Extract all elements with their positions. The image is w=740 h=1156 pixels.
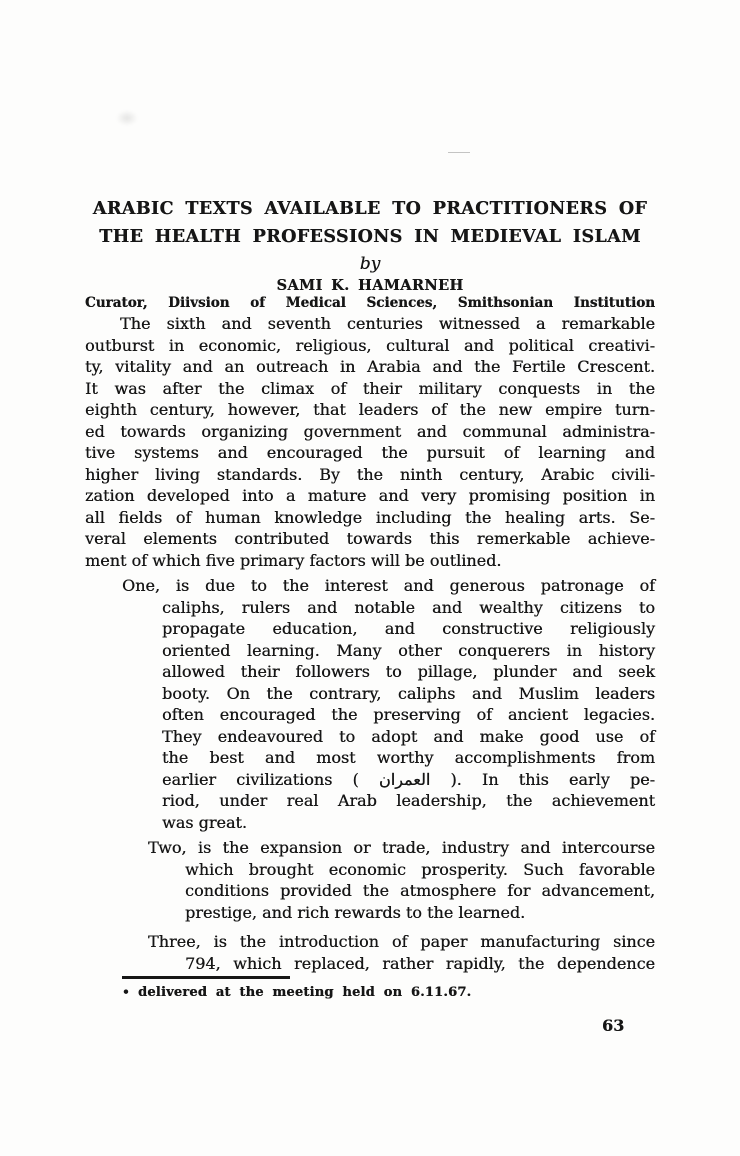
article-title-line-1: ARABIC TEXTS AVAILABLE TO PRACTITIONERS OF <box>92 199 648 219</box>
article-header <box>85 195 655 312</box>
scan-artifact <box>448 152 470 153</box>
text-line: eighth century, however, that leaders of the new empire turn- <box>85 400 655 419</box>
text-line: They endeavoured to adopt and make good use of <box>162 726 655 746</box>
text-line: Two, is the expansion or trade, industry and intercourse <box>148 838 655 857</box>
footnote <box>122 976 562 1000</box>
text-line: earlier civilizations ( العمران ). In this early pe- <box>162 769 656 789</box>
list-item-two <box>85 837 655 923</box>
author-affiliation: Curator, Diivsion of Medical Sciences, Smithsonian Institution <box>85 295 655 311</box>
text-line: booty. On the contrary, caliphs and Muslim leaders <box>162 683 655 703</box>
text-line: was great. <box>162 812 247 832</box>
page-number: 63 <box>602 1016 625 1035</box>
text-line: allowed their followers to pillage, plunder and seek <box>162 662 655 681</box>
text-line: caliphs, rulers and notable and wealthy citizens to <box>162 597 655 617</box>
text-line: often encouraged the preserving of ancient legacies. <box>162 705 655 724</box>
byline: by <box>359 254 381 274</box>
text-line: One, is due to the interest and generous patronage of <box>122 576 655 595</box>
scan-smudge <box>116 110 138 126</box>
footnote-marker: • <box>122 985 130 999</box>
text-line: 794, which replaced, rather rapidly, the dependence <box>185 953 655 973</box>
text-line: propagate education, and constructive religiously <box>162 619 655 638</box>
footnote-rule <box>122 976 290 979</box>
text-line: veral elements contributed towards this remerkable achieve- <box>85 529 655 548</box>
text-line: higher living standards. By the ninth century, Arabic civili- <box>85 464 655 484</box>
intro-paragraph <box>85 313 655 571</box>
text-line: zation developed into a mature and very promising position in <box>85 486 655 505</box>
article-title-line-2: THE HEALTH PROFESSIONS IN MEDIEVAL ISLAM <box>99 227 641 247</box>
text-line: oriented learning. Many other conquerers in history <box>162 640 655 660</box>
text-line: riod, under real Arab leadership, the achievement <box>162 791 655 810</box>
text-line: outburst in economic, religious, cultural and political creativi- <box>85 335 655 355</box>
text-line: ment of which five primary factors will be outlined. <box>85 550 502 570</box>
text-line: conditions provided the atmosphere for advancement, <box>185 881 655 900</box>
text-line: Three, is the introduction of paper manufacturing since <box>148 932 655 951</box>
text-line: which brought economic prosperity. Such favorable <box>185 859 655 879</box>
text-line: all fields of human knowledge including the healing arts. Se- <box>85 507 655 527</box>
text-line: The sixth and seventh centuries witnessed a remarkable <box>120 314 655 333</box>
text-line: ed towards organizing government and communal administra- <box>85 421 655 441</box>
text-line: the best and most worthy accomplishments from <box>162 748 655 767</box>
text-line: ty, vitality and an outreach in Arabia and the Fertile Crescent. <box>85 357 655 376</box>
footnote-line <box>122 985 562 1000</box>
text-line: It was after the climax of their military conquests in the <box>85 378 655 398</box>
article-body <box>85 313 655 974</box>
author-name: SAMI K. HAMARNEH <box>276 277 464 294</box>
footnote-text: delivered at the meeting held on 6.11.67. <box>138 985 472 1000</box>
text-line: prestige, and rich rewards to the learned. <box>185 902 526 922</box>
list-item-one <box>85 575 655 833</box>
list-item-three <box>85 931 655 974</box>
text-line: tive systems and encouraged the pursuit of learning and <box>85 443 655 462</box>
